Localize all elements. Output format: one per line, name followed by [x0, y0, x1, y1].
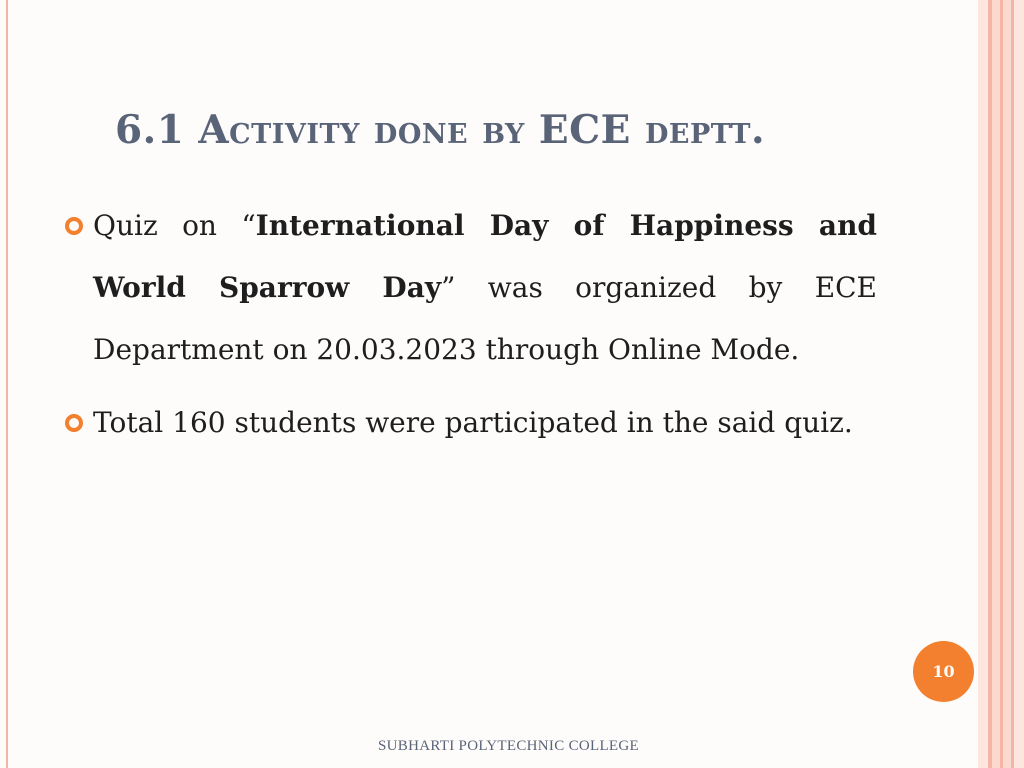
right-stripe-3 [992, 0, 1000, 768]
slide-title: 6.1 Activity done by ECE deptt. [115, 107, 766, 153]
hollow-circle-bullet-icon [64, 216, 84, 236]
page-number-badge: 10 [913, 641, 974, 702]
right-stripe-1 [978, 0, 988, 768]
hollow-circle-bullet-icon [64, 413, 84, 433]
footer-college-name: SUBHARTI POLYTECHNIC COLLEGE [378, 738, 639, 754]
left-border-line [6, 0, 8, 768]
right-stripe-5 [1003, 0, 1011, 768]
bullet-list [62, 195, 877, 465]
right-stripe-7 [1014, 0, 1024, 768]
bullet-item-participants [62, 392, 877, 454]
bullet-item-quiz [62, 195, 877, 381]
bullet-text-participants: Total 160 students were participated in the said quiz. [93, 406, 853, 439]
bullet-text-event-name: International Day of Happiness and World Sparrow Day [93, 209, 878, 304]
bullet-text-details: ” was organized by ECE Department on 20.03.2023 through Online Mode. [93, 271, 878, 366]
bullet-text-intro: Quiz on “ [93, 209, 256, 242]
